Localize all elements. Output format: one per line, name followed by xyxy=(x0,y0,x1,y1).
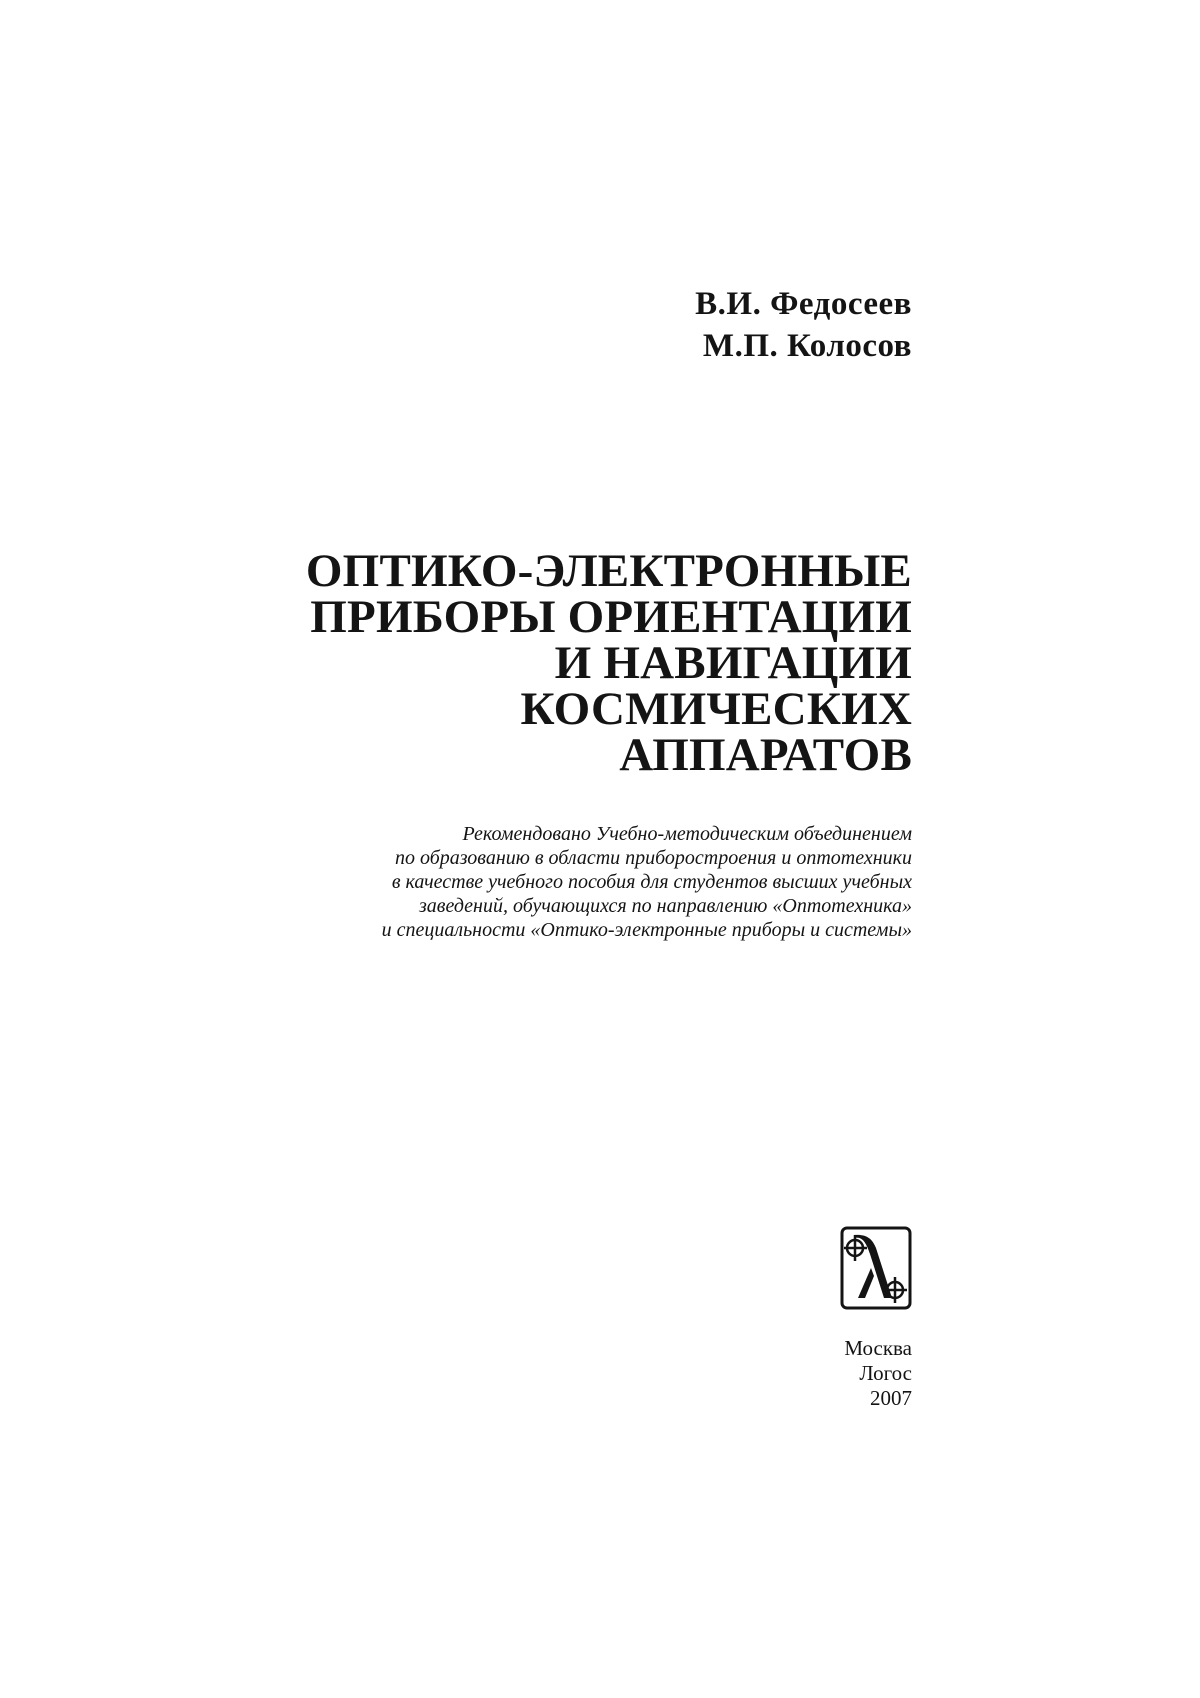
lambda-logo-icon xyxy=(840,1226,912,1310)
title-line: ПРИБОРЫ ОРИЕНТАЦИИ xyxy=(310,591,912,643)
imprint-year: 2007 xyxy=(870,1386,912,1410)
imprint-city: Москва xyxy=(844,1336,912,1360)
title-line: ОПТИКО-ЭЛЕКТРОННЫЕ xyxy=(305,545,912,597)
author-name: М.П. Колосов xyxy=(702,328,912,364)
title-line: АППАРАТОВ xyxy=(619,729,912,781)
authors-block xyxy=(695,283,912,367)
imprint-block xyxy=(844,1336,912,1411)
recommendation-text xyxy=(382,822,912,942)
author-name: В.И. Федосеев xyxy=(695,286,912,322)
book-title xyxy=(305,545,912,781)
recommendation-line: заведений, обучающихся по направлению «Оптотехника» xyxy=(418,895,912,917)
title-line: КОСМИЧЕСКИХ xyxy=(520,683,912,735)
title-line: И НАВИГАЦИИ xyxy=(554,637,912,689)
imprint-publisher: Логос xyxy=(859,1361,912,1385)
recommendation-line: и специальности «Оптико-электронные приборы и системы» xyxy=(381,919,912,941)
recommendation-line: по образованию в области приборостроения и оптотехники xyxy=(394,847,912,869)
recommendation-line: в качестве учебного пособия для студентов высших учебных xyxy=(391,871,912,893)
recommendation-line: Рекомендовано Учебно-методическим объединением xyxy=(462,823,912,845)
